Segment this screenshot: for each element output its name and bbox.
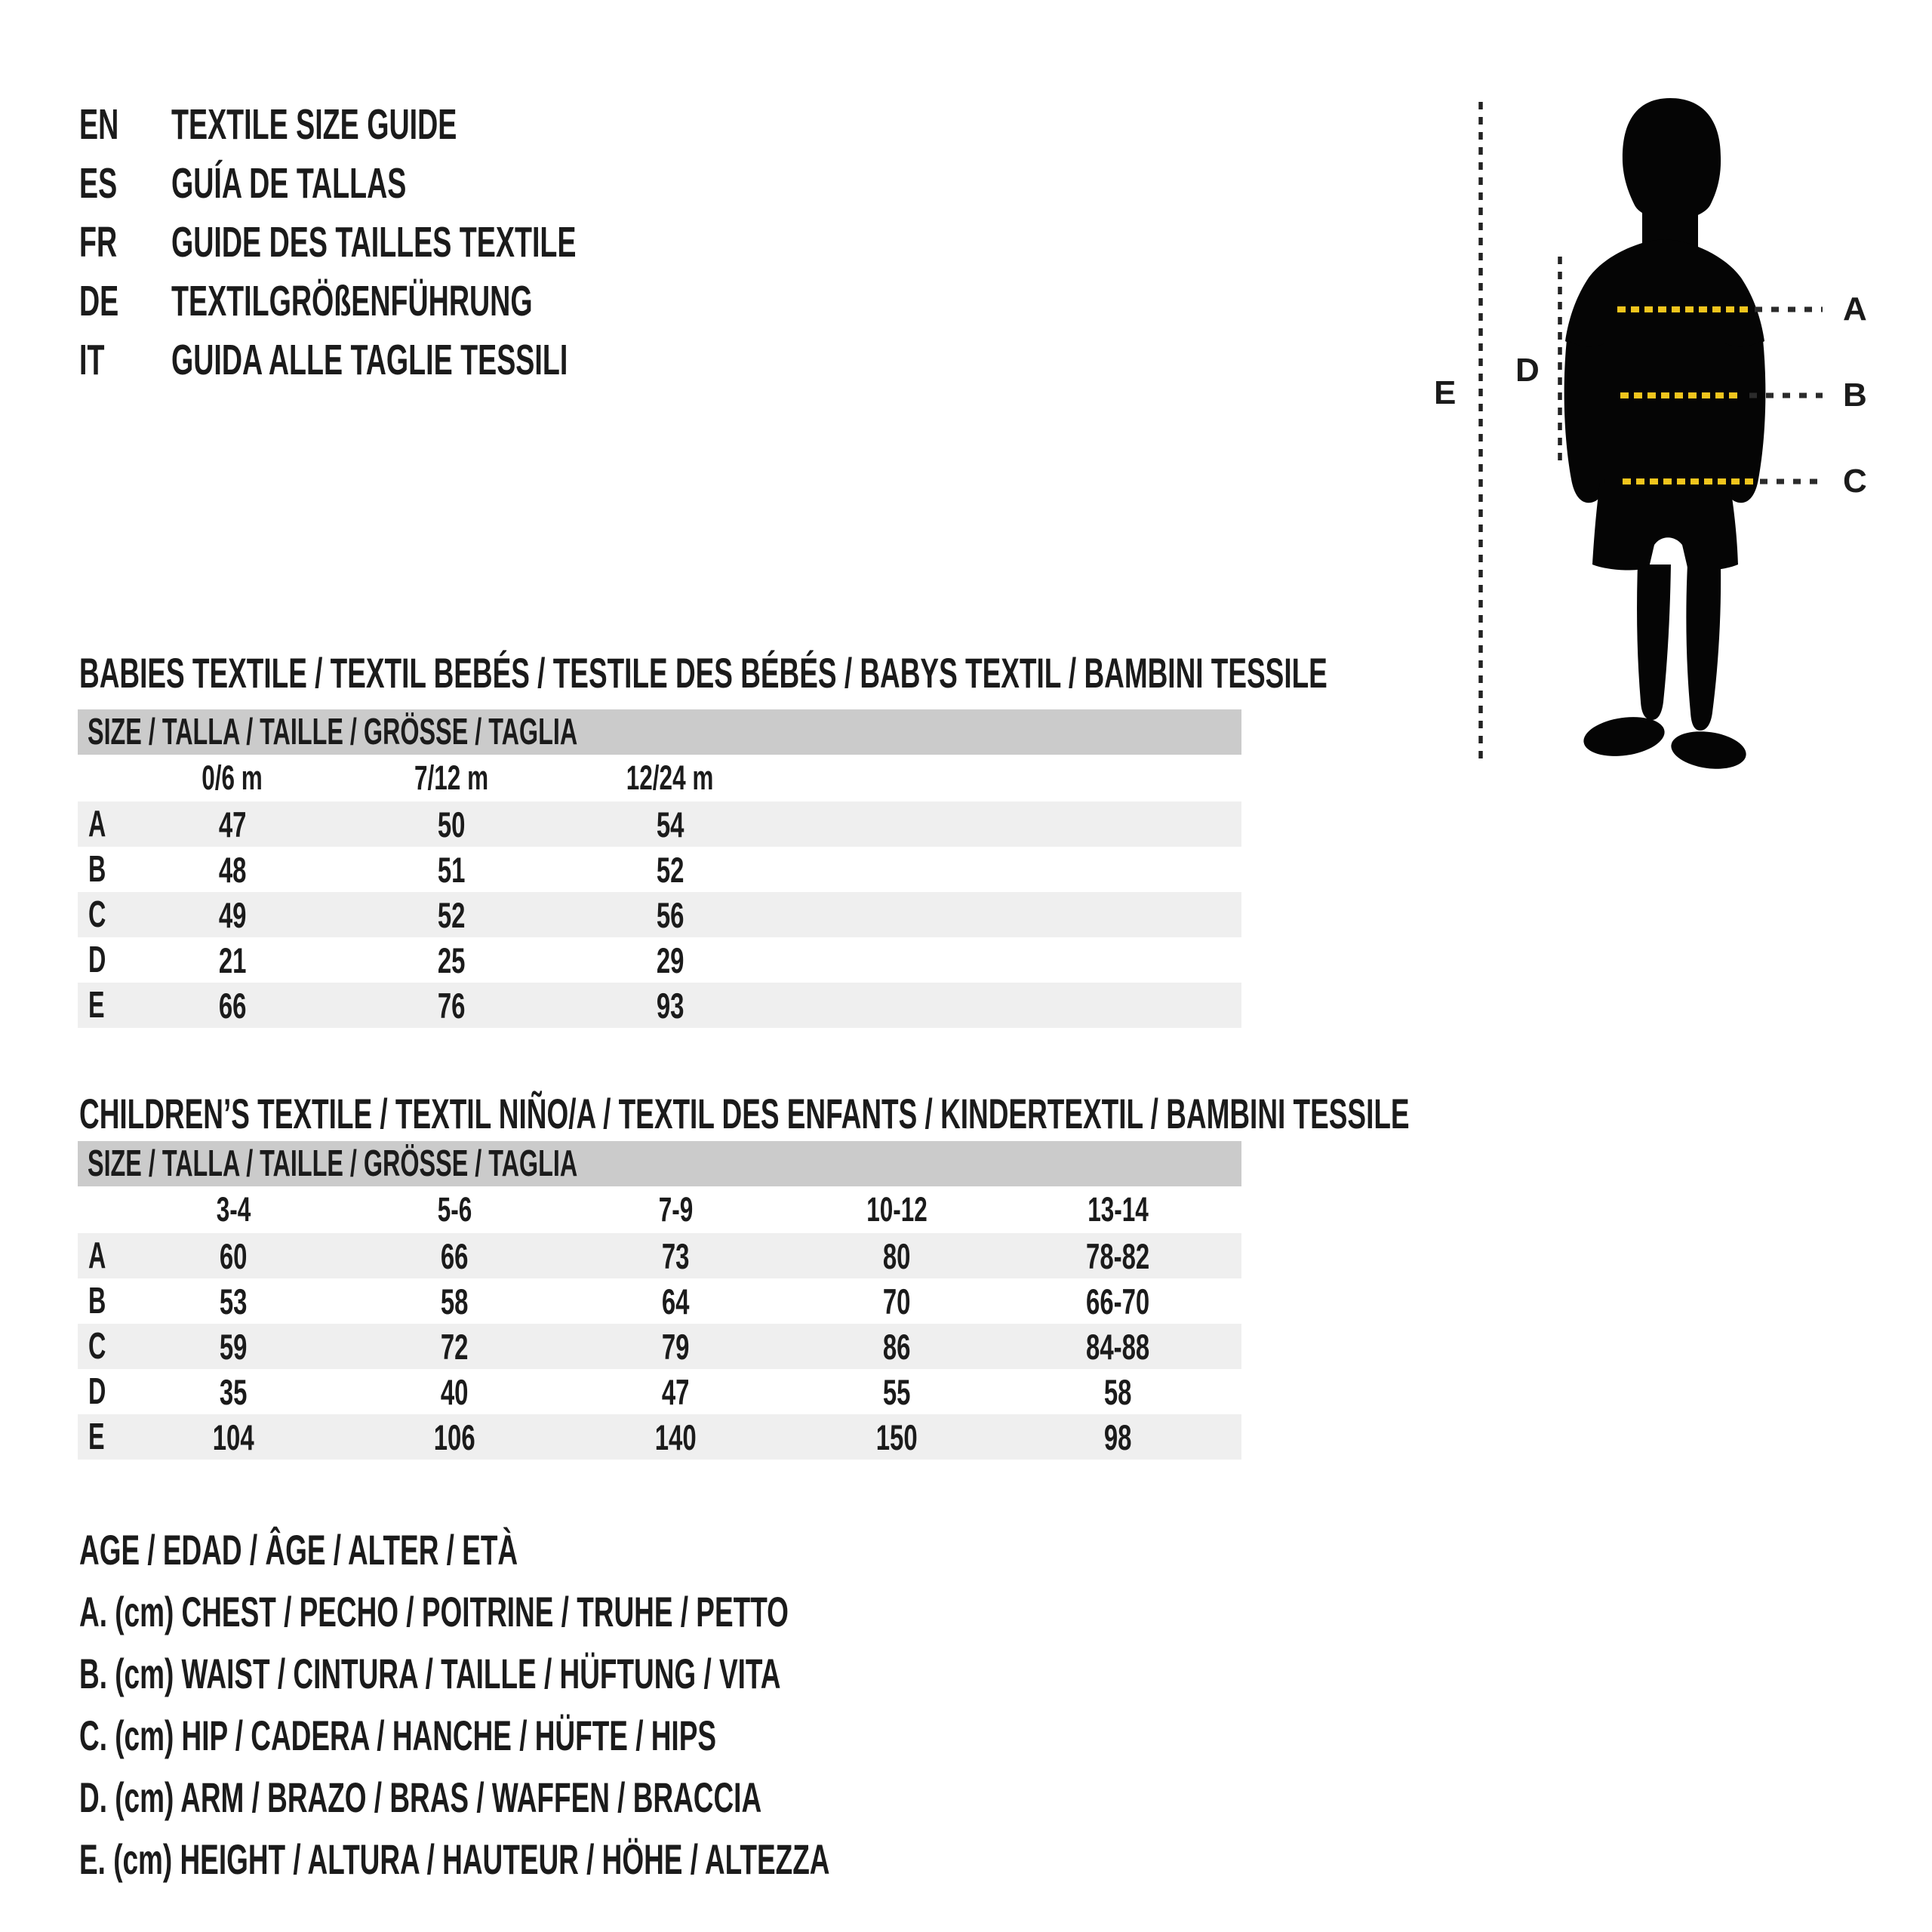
children-age-col-3: 10-12 <box>866 1190 928 1229</box>
language-title-en: TEXTILE SIZE GUIDE <box>171 100 457 149</box>
language-code-de: DE <box>79 277 119 325</box>
babies-row-E <box>78 983 1241 1028</box>
figure-label-arm-D: D <box>1515 352 1540 389</box>
language-title-es: GUÍA DE TALLAS <box>171 159 407 208</box>
cell-value: 59 <box>220 1326 248 1367</box>
row-label: C <box>88 894 106 935</box>
babies-row-A <box>78 801 1241 847</box>
language-code-en: EN <box>79 100 119 149</box>
silhouette-shorts <box>1592 483 1738 570</box>
row-label: B <box>88 1281 106 1321</box>
cell-value: 104 <box>213 1417 254 1457</box>
babies-row-B <box>78 847 1241 892</box>
cell-value: 79 <box>662 1326 690 1367</box>
legend-chest-line: A. (cm) CHEST / PECHO / POITRINE / TRUHE / PETTO <box>79 1587 789 1635</box>
cell-value: 58 <box>441 1281 469 1321</box>
cell-value: 78-82 <box>1086 1235 1150 1276</box>
babies-age-col-0: 0/6 m <box>202 758 263 797</box>
cell-value: 64 <box>662 1281 690 1321</box>
row-label: D <box>88 1371 106 1412</box>
row-label: B <box>88 849 106 890</box>
cell-value: 73 <box>662 1235 690 1276</box>
children-age-col-0: 3-4 <box>216 1190 251 1229</box>
silhouette-right-arm <box>1725 340 1765 503</box>
language-row-en <box>79 95 785 154</box>
legend-arm-line: D. (cm) ARM / BRAZO / BRAS / WAFFEN / BRACCIA <box>79 1773 762 1821</box>
cell-value: 49 <box>218 894 247 935</box>
babies-section-heading: BABIES TEXTILE / TEXTIL BEBÉS / TESTILE DES BÉBÉS / BABYS TEXTIL / BAMBINI TESSILE <box>79 649 1327 697</box>
row-label: E <box>88 1417 105 1457</box>
cell-value: 140 <box>655 1417 697 1457</box>
cell-value: 66 <box>218 985 247 1026</box>
silhouette-left-leg <box>1637 565 1671 720</box>
cell-value: 48 <box>218 849 247 890</box>
language-title-it: GUIDA ALLE TAGLIE TESSILI <box>171 336 568 384</box>
language-row-it <box>79 331 785 389</box>
babies-row-C <box>78 892 1241 937</box>
row-label: A <box>88 804 106 844</box>
language-title-de: TEXTILGRÖßENFÜHRUNG <box>171 277 533 325</box>
cell-value: 58 <box>1104 1371 1132 1412</box>
figure-label-hip-C: C <box>1843 463 1867 500</box>
cell-value: 70 <box>883 1281 911 1321</box>
children-age-col-2: 7-9 <box>658 1190 694 1229</box>
children-age-col-4: 13-14 <box>1088 1190 1149 1229</box>
row-label: E <box>88 985 105 1026</box>
cell-value: 106 <box>434 1417 475 1457</box>
cell-value: 56 <box>656 894 685 935</box>
silhouette-right-leg <box>1686 565 1721 731</box>
cell-value: 25 <box>437 940 466 980</box>
children-age-col-1: 5-6 <box>437 1190 472 1229</box>
figure-label-waist-B: B <box>1843 377 1867 414</box>
cell-value: 86 <box>883 1326 911 1367</box>
cell-value: 72 <box>441 1326 469 1367</box>
figure-label-chest-A: A <box>1843 291 1867 328</box>
language-row-es <box>79 154 785 213</box>
cell-value: 55 <box>883 1371 911 1412</box>
babies-row-D <box>78 937 1241 983</box>
cell-value: 60 <box>220 1235 248 1276</box>
legend-age-line: AGE / EDAD / ÂGE / ALTER / ETÀ <box>79 1525 518 1574</box>
cell-value: 51 <box>437 849 466 890</box>
cell-value: 52 <box>656 849 685 890</box>
cell-value: 40 <box>441 1371 469 1412</box>
row-label: C <box>88 1326 106 1367</box>
language-title-fr: GUIDE DES TAILLES TEXTILE <box>171 218 577 266</box>
children-size-table <box>78 1186 1241 1460</box>
cell-value: 93 <box>656 985 685 1026</box>
cell-value: 150 <box>876 1417 918 1457</box>
children-size-bar-label: SIZE / TALLA / TAILLE / GRÖSSE / TAGLIA <box>88 1143 578 1184</box>
row-label: A <box>88 1235 106 1276</box>
legend-hip-line: C. (cm) HIP / CADERA / HANCHE / HÜFTE / HIPS <box>79 1711 717 1759</box>
cell-value: 80 <box>883 1235 911 1276</box>
cell-value: 66-70 <box>1086 1281 1150 1321</box>
language-code-it: IT <box>79 336 105 384</box>
cell-value: 54 <box>656 804 685 844</box>
babies-size-bar-label: SIZE / TALLA / TAILLE / GRÖSSE / TAGLIA <box>88 712 578 752</box>
cell-value: 35 <box>220 1371 248 1412</box>
cell-value: 21 <box>218 940 247 980</box>
language-code-es: ES <box>79 159 118 208</box>
language-title-block <box>79 95 785 389</box>
babies-size-table <box>78 755 1241 1028</box>
cell-value: 53 <box>220 1281 248 1321</box>
row-label: D <box>88 940 106 980</box>
cell-value: 84-88 <box>1086 1326 1150 1367</box>
babies-age-col-1: 7/12 m <box>414 758 489 797</box>
children-age-header-row <box>78 1186 1241 1233</box>
cell-value: 47 <box>662 1371 690 1412</box>
babies-age-header-row <box>78 755 1241 801</box>
cell-value: 50 <box>437 804 466 844</box>
language-code-fr: FR <box>79 218 118 266</box>
cell-value: 52 <box>437 894 466 935</box>
children-row-C <box>78 1324 1241 1369</box>
figure-label-height-E: E <box>1434 374 1457 411</box>
children-row-D <box>78 1369 1241 1414</box>
measurement-legend <box>79 1518 1217 1890</box>
babies-size-header-bar <box>78 709 1241 755</box>
children-row-E <box>78 1414 1241 1460</box>
cell-value: 29 <box>656 940 685 980</box>
cell-value: 47 <box>218 804 247 844</box>
legend-waist-line: B. (cm) WAIST / CINTURA / TAILLE / HÜFTUNG / VITA <box>79 1649 781 1697</box>
cell-value: 98 <box>1104 1417 1132 1457</box>
silhouette-right-shoe <box>1669 727 1749 773</box>
children-section-heading: CHILDREN’S TEXTILE / TEXTIL NIÑO/A / TEXTIL DES ENFANTS / KINDERTEXTIL / BAMBINI TESSILE <box>79 1090 1410 1137</box>
cell-value: 66 <box>441 1235 469 1276</box>
cell-value: 76 <box>437 985 466 1026</box>
babies-age-col-2: 12/24 m <box>626 758 714 797</box>
legend-height-line: E. (cm) HEIGHT / ALTURA / HAUTEUR / HÖHE / ALTEZZA <box>79 1835 830 1883</box>
children-row-B <box>78 1278 1241 1324</box>
language-row-de <box>79 272 785 331</box>
language-row-fr <box>79 213 785 272</box>
children-row-A <box>78 1233 1241 1278</box>
children-size-header-bar <box>78 1141 1241 1186</box>
silhouette-left-arm <box>1564 340 1604 503</box>
